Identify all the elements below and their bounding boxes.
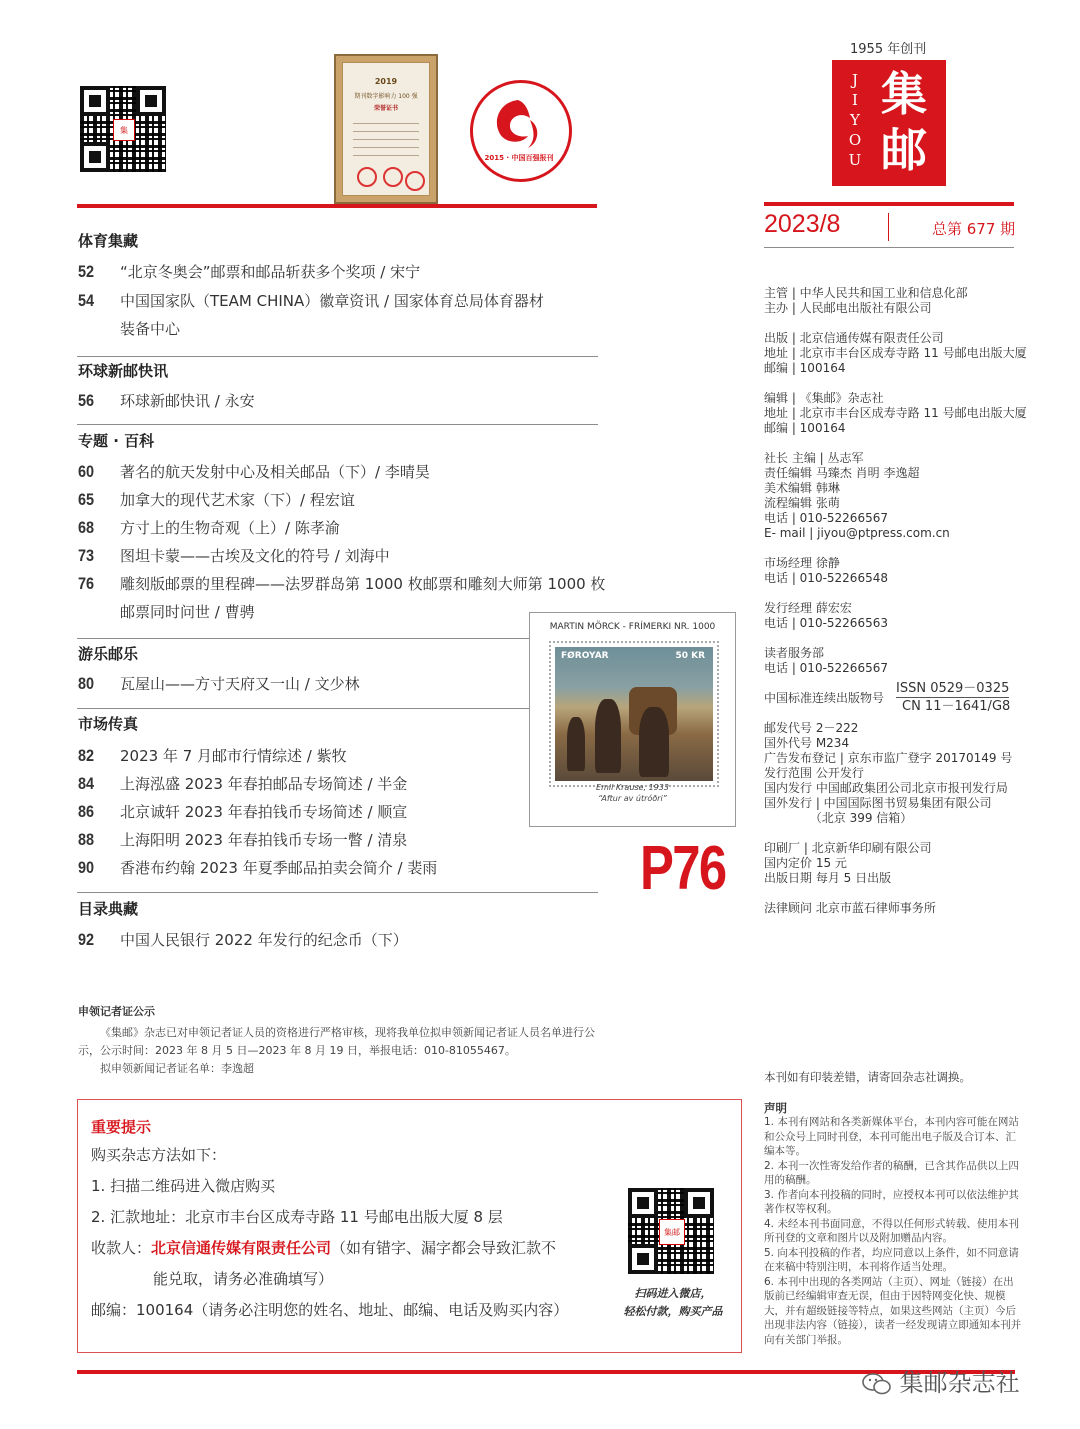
section-title: 环球新邮快讯 xyxy=(78,362,169,380)
founded-year: 1955 年创刊 xyxy=(850,42,927,57)
purchase-notice-box: 重要提示 购买杂志方法如下： 1. 扫描二维码进入微店购买 2. 汇款地址：北京市丰台区成寿寺路 11 号邮电出版大厦 8 层 收款人：北京信通传媒有限责任公司（如有错字、漏字都会导致汇款不 能兑取，请务必准确填写） 邮编：100164（请务必注明您的姓名、地址、邮编、电话及购买内容） 集邮 扫码进入微店， 轻松付款，购买产品 xyxy=(77,1099,742,1353)
statement-list xyxy=(764,1115,1022,1347)
toc-entry[interactable]: 54 中国国家队（TEAM CHINA）徽章资讯 / 国家体育总局体育器材 装备中心 xyxy=(78,291,544,338)
cn-number: CN 11－1641/G8 xyxy=(902,699,1011,714)
stamp-image xyxy=(549,641,719,787)
wechat-watermark: 集邮杂志社 xyxy=(862,1363,1020,1398)
notice-names: 拟申领新闻记者证名单：李逸超 xyxy=(100,1062,254,1075)
cert-year: 2019 xyxy=(374,77,398,86)
toc-entry[interactable]: 68 方寸上的生物奇观（上）/ 陈孝渝 xyxy=(78,518,340,537)
cert-subtitle: 荣誉证书 xyxy=(373,105,398,112)
logo-roman: J I Y O U xyxy=(848,71,862,169)
toc-entry[interactable]: 82 2023 年 7 月邮市行情综述 / 紫牧 xyxy=(78,746,347,765)
stamp-souvenir-sheet xyxy=(529,612,736,827)
seal-icon xyxy=(383,167,403,187)
toc-entry[interactable]: 80 瓦屋山——方寸天府又一山 / 文少林 xyxy=(78,674,360,693)
section-title: 体育集藏 xyxy=(78,232,139,250)
seal-icon xyxy=(357,167,377,187)
toc-entry[interactable]: 52 “北京冬奥会”邮票和邮品斩获多个奖项 / 宋宁 xyxy=(78,262,421,281)
weidian-qr-code[interactable]: 集邮 xyxy=(628,1188,714,1274)
statement-item: 6. 本刊中出现的各类网站（主页）、网址（链接）在出版前已经编辑审查无误，但由于因特网变化快、规模大，并有超级链接等特点，如果这些网站（主页）今后出现非法内容（链接），读者一经发现请立即通知本刊并向有关部门举报。 xyxy=(764,1275,1022,1346)
toc-entry[interactable]: 60 著名的航天发射中心及相关邮品（下）/ 李晴昊 xyxy=(78,462,430,481)
top-red-rule-left xyxy=(77,204,597,208)
section-title: 市场传真 xyxy=(78,715,139,733)
wechat-icon xyxy=(862,1372,892,1396)
toc-entry[interactable]: 88 上海阳明 2023 年春拍钱币专场一瞥 / 清泉 xyxy=(78,830,408,849)
statement-item: 3. 作者向本刊投稿的同时，应授权本刊可以依法维护其著作权等权利。 xyxy=(764,1188,1019,1215)
toc-entry[interactable]: 86 北京诚轩 2023 年春拍钱币专场简述 / 顺宣 xyxy=(78,802,408,821)
section-title: 目录典藏 xyxy=(78,900,139,918)
toc-entry[interactable]: 73 图坦卡蒙——古埃及文化的符号 / 刘海中 xyxy=(78,546,390,565)
toc-entry[interactable]: 56 环球新邮快讯 / 永安 xyxy=(78,391,255,410)
toc-entry[interactable]: 65 加拿大的现代艺术家（下）/ 程宏谊 xyxy=(78,490,355,509)
toc-entry[interactable]: 90 香港布约翰 2023 年夏季邮品拍卖会简介 / 裴雨 xyxy=(78,858,438,877)
issue-total: 总第 677 期 xyxy=(932,220,1016,238)
stamp-value: 50 KR xyxy=(675,651,705,661)
stamp-country: FØROYAR xyxy=(561,651,609,661)
issn: ISSN 0529－0325 xyxy=(896,681,1010,696)
honor-certificate-image xyxy=(334,54,438,204)
logo-chinese: 集邮 xyxy=(881,67,927,177)
page-reference-p76: P76 xyxy=(640,834,726,903)
misprint-note: 本刊如有印装差错，请寄回杂志社调换。 xyxy=(764,1070,971,1084)
cert-title: 期刊数字影响力 100 强 xyxy=(354,93,418,100)
section-title: 游乐邮乐 xyxy=(78,645,139,663)
notice-text: 示，公示时间：2023 年 8 月 5 日—2023 年 8 月 19 日，举报电话：010-81055467。 xyxy=(78,1044,516,1057)
weidian-qr-code-top[interactable]: 集 xyxy=(80,86,166,172)
stamp-caption-title: “Aftur av útróðri” xyxy=(598,794,667,803)
seal-icon xyxy=(405,171,425,191)
purchase-title: 重要提示 xyxy=(91,1118,152,1136)
top-red-rule-right xyxy=(764,202,1014,206)
statement-item: 5. 向本刊投稿的作者，均应同意以上条件，如不同意请在来稿中特别注明，本刊将作适当处理。 xyxy=(764,1246,1019,1273)
emblem-text: 2015 · 中国百强报刊 xyxy=(484,154,554,162)
qr-caption: 轻松付款，购买产品 xyxy=(623,1305,723,1318)
notice-text: 《集邮》杂志已对申领记者证人员的资格进行严格审核，现将我单位拟申领新闻记者证人员名单进行公 xyxy=(100,1026,595,1039)
qr-caption: 扫码进入微店， xyxy=(634,1287,712,1300)
statement-title: 声明 xyxy=(764,1101,787,1115)
statement-item: 4. 未经本刊书面同意，不得以任何形式转载、使用本刊所刊登的文章和图片以及附加赠品内容。 xyxy=(764,1217,1019,1244)
toc-entry[interactable]: 76 雕刻版邮票的里程碑——法罗群岛第 1000 枚邮票和雕刻大师第 1000 枚 邮票同时问世 / 曹骋 xyxy=(78,574,606,621)
payee-name: 北京信通传媒有限责任公司 xyxy=(151,1239,332,1257)
notice-title: 申领记者证公示 xyxy=(78,1005,155,1018)
section-title: 专题 · 百科 xyxy=(78,432,155,450)
toc-entry[interactable]: 84 上海泓盛 2023 年春拍邮品专场简述 / 半金 xyxy=(78,774,408,793)
jiyou-logo xyxy=(832,60,946,186)
stamp-header: MARTIN MÖRCK - FRÍMERKI NR. 1000 xyxy=(549,622,716,632)
stamp-caption-artist: Emil Krause, 1933 xyxy=(596,783,669,792)
statement-item: 2. 本刊一次性寄发给作者的稿酬，已含其作品供以上四用的稿酬。 xyxy=(764,1159,1019,1186)
statement-item: 1. 本刊有网站和各类新媒体平台，本刊内容可能在网站和公众号上同时刊登，本刊可能出电子版及合订本、汇编本等。 xyxy=(764,1116,1019,1157)
top-100-newspaper-emblem xyxy=(470,80,572,182)
toc-entry[interactable]: 92 中国人民银行 2022 年发行的纪念币（下） xyxy=(78,930,408,949)
issue-date: 2023/8 xyxy=(764,210,841,238)
